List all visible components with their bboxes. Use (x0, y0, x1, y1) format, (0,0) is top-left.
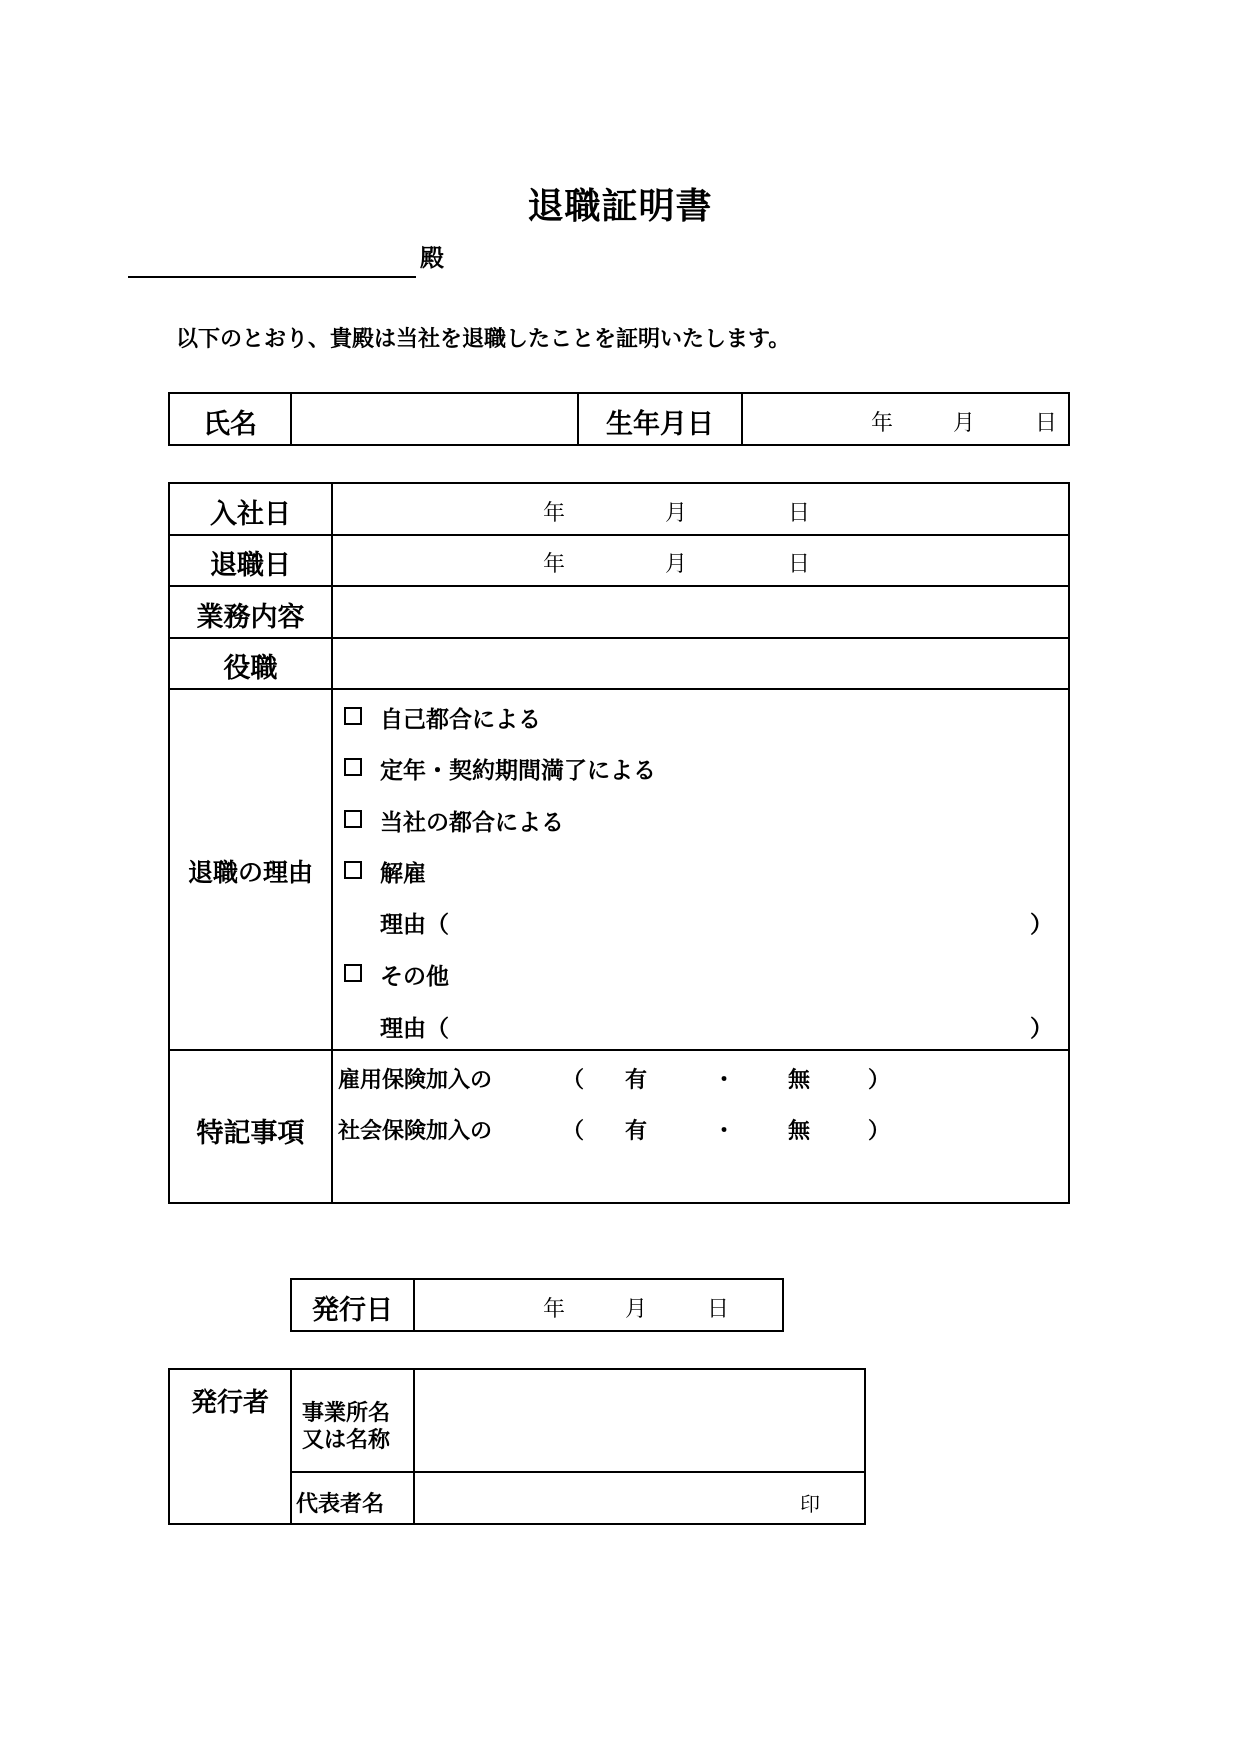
issue-date-year-unit: 年 (543, 1297, 566, 1322)
office-name-label-line1: 事業所名 (302, 1401, 391, 1426)
birthdate-label: 生年月日 (606, 409, 714, 440)
divider (290, 1368, 292, 1525)
issue-date-field[interactable] (415, 1280, 782, 1330)
other-reason-label: 理由（ (380, 1016, 449, 1042)
reason-checkbox-company[interactable] (344, 810, 362, 828)
reason-label: 退職の理由 (187, 858, 313, 887)
retire-date-month-unit: 月 (665, 552, 688, 577)
employment-insurance-no[interactable]: 無 (788, 1068, 811, 1093)
issue-date-day-unit: 日 (707, 1297, 730, 1322)
birthdate-field[interactable] (743, 394, 1068, 444)
hire-date-day-unit: 日 (788, 501, 811, 526)
duties-label: 業務内容 (196, 602, 305, 633)
hire-date-year-unit: 年 (543, 501, 566, 526)
position-field[interactable] (333, 639, 1068, 688)
issue-date-month-unit: 月 (625, 1297, 648, 1322)
reason-checkbox-own[interactable] (344, 707, 362, 725)
position-label: 役職 (223, 653, 278, 684)
reason-option-own: 自己都合による (380, 707, 541, 733)
reason-option-retirement-age: 定年・契約期間満了による (380, 758, 656, 784)
employment-insurance-open: （ (562, 1068, 585, 1093)
name-field[interactable] (292, 394, 576, 444)
dismissal-reason-close: ） (1030, 912, 1053, 938)
reason-option-dismissal: 解雇 (380, 861, 426, 887)
reason-checkbox-other[interactable] (344, 964, 362, 982)
birthdate-month-unit: 月 (953, 411, 976, 436)
addressee-name-line[interactable] (128, 276, 416, 278)
dismissal-reason-label: 理由（ (380, 912, 449, 938)
employment-insurance-label: 雇用保険加入の (338, 1068, 493, 1093)
social-insurance-dot: ・ (713, 1119, 736, 1144)
reason-option-other: その他 (380, 964, 449, 990)
employment-insurance-close: ） (868, 1068, 891, 1093)
office-name-field[interactable] (415, 1370, 864, 1470)
reason-option-company: 当社の都合による (380, 810, 564, 836)
retire-date-day-unit: 日 (788, 552, 811, 577)
representative-label: 代表者名 (296, 1492, 385, 1517)
duties-field[interactable] (333, 587, 1068, 636)
retire-date-year-unit: 年 (543, 552, 566, 577)
name-label: 氏名 (203, 409, 257, 440)
retire-date-label: 退職日 (210, 550, 291, 581)
reason-checkbox-dismissal[interactable] (344, 861, 362, 879)
other-reason-field[interactable] (445, 1008, 1025, 1042)
divider (168, 1049, 1070, 1051)
social-insurance-label: 社会保険加入の (338, 1119, 493, 1144)
social-insurance-close: ） (868, 1119, 891, 1144)
hire-date-label: 入社日 (210, 499, 291, 530)
dismissal-reason-field[interactable] (445, 904, 1025, 938)
page-title: 退職証明書 (527, 186, 713, 227)
hire-date-month-unit: 月 (665, 501, 688, 526)
hire-date-field[interactable] (333, 484, 1068, 534)
intro-text: 以下のとおり、貴殿は当社を退職したことを証明いたします。 (176, 327, 791, 352)
employment-insurance-dot: ・ (713, 1068, 736, 1093)
birthdate-year-unit: 年 (871, 411, 894, 436)
social-insurance-open: （ (562, 1119, 585, 1144)
divider (168, 688, 1070, 690)
social-insurance-yes[interactable]: 有 (625, 1119, 648, 1144)
reason-checkbox-retirement-age[interactable] (344, 758, 362, 776)
birthdate-day-unit: 日 (1035, 411, 1058, 436)
office-name-label-line2: 又は名称 (302, 1428, 391, 1453)
issuer-label: 発行者 (190, 1388, 269, 1418)
representative-field[interactable] (415, 1473, 864, 1523)
retire-date-field[interactable] (333, 536, 1068, 585)
addressee-suffix: 殿 (420, 244, 444, 272)
employment-insurance-yes[interactable]: 有 (625, 1068, 648, 1093)
other-reason-close: ） (1030, 1016, 1053, 1042)
notes-label: 特記事項 (196, 1118, 305, 1149)
issue-date-label: 発行日 (312, 1295, 393, 1326)
seal-mark: 印 (800, 1492, 820, 1516)
social-insurance-no[interactable]: 無 (788, 1119, 811, 1144)
